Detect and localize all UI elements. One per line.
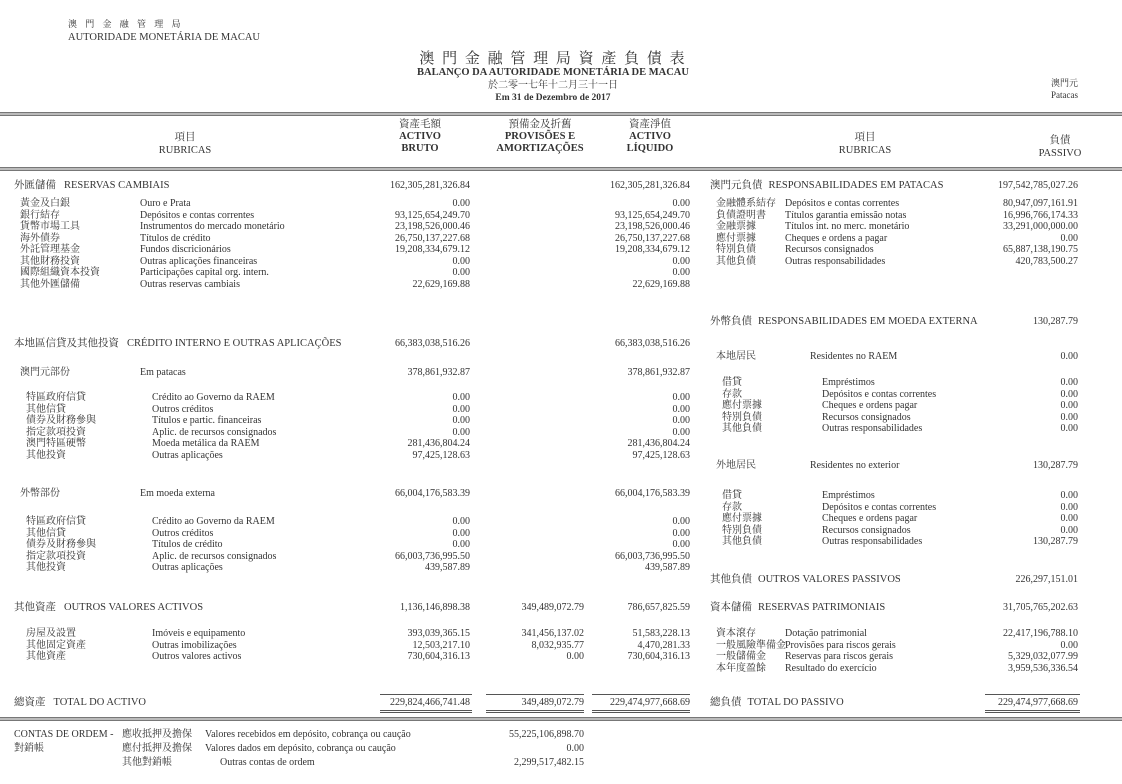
activo-item-provisoes: 0.00	[566, 651, 584, 662]
passivo-item-pt: Empréstimos	[822, 377, 875, 388]
passivo-item-value: 0.00	[1060, 513, 1078, 524]
activo-section-liquido: 786,657,825.59	[627, 602, 690, 613]
activo-item-liquido: 22,629,169.88	[632, 278, 690, 290]
activo-item-pt: Outras reservas cambiais	[140, 278, 240, 290]
contas-row-value: 55,225,106,898.70	[509, 729, 584, 740]
activo-item-pt: Outros créditos	[152, 527, 214, 539]
activo-item-cn: 債券及財務參與	[26, 539, 96, 550]
activo-item-bruto: 393,039,365.15	[407, 628, 470, 639]
activo-item-liquido: 281,436,804.24	[627, 438, 690, 449]
total-rule-top	[486, 694, 584, 695]
activo-item-liquido: 0.00	[672, 527, 690, 539]
passivo-section-value: 130,287.79	[1033, 316, 1078, 327]
col-passivo-cn: 負債	[1049, 135, 1071, 146]
passivo-section-value: 226,297,151.01	[1015, 574, 1078, 585]
passivo-item-pt: Reservas para riscos gerais	[785, 651, 894, 662]
passivo-section-pt: RESPONSABILIDADES EM PATACAS	[768, 180, 944, 191]
passivo-sub-cn: 外地居民	[716, 460, 756, 471]
passivo-item-value: 33,291,000,000.00	[1003, 221, 1078, 232]
activo-item-cn: 其他固定資產	[26, 639, 86, 651]
currency-cn: 澳門元	[1050, 78, 1078, 88]
passivo-item-pt: Outras responsabilidades	[822, 536, 923, 547]
activo-item-pt: Crédito ao Governo da RAEM	[152, 516, 275, 527]
activo-item-liquido: 51,583,228.13	[632, 628, 690, 639]
activo-section-pt: OUTROS VALORES ACTIVOS	[64, 602, 204, 613]
passivo-item-pt: Recursos consignados	[785, 244, 874, 255]
activo-item-liquido: 26,750,137,227.68	[615, 232, 690, 244]
activo-item-pt: Fundos discricionários	[140, 244, 231, 255]
activo-sub-cn: 澳門元部份	[20, 367, 70, 378]
contas-row-pt: Outras contas de ordem	[220, 757, 315, 768]
total-rule-bottom2	[486, 712, 584, 713]
activo-item-pt: Participações capital org. intern.	[140, 267, 269, 278]
passivo-item-value: 0.00	[1060, 411, 1078, 423]
passivo-item-cn: 一般風險準備金	[716, 639, 786, 651]
passivo-item-pt: Cheques e ordens pagar	[822, 400, 918, 411]
total-rule-bottom2	[380, 712, 472, 713]
passivo-section-value: 197,542,785,027.26	[998, 180, 1078, 191]
activo-sub-pt: Em patacas	[140, 367, 186, 378]
activo-item-liquido: 97,425,128.63	[632, 449, 690, 461]
passivo-item-pt: Recursos consignados	[822, 524, 911, 536]
total-rule-bottom	[486, 710, 584, 711]
col-prov-cn: 預備金及折舊	[508, 119, 572, 130]
passivo-item-value: 420,783,500.27	[1015, 255, 1078, 267]
passivo-sub-value: 130,287.79	[1033, 460, 1078, 471]
passivo-item-pt: Depósitos e contas correntes	[785, 198, 900, 209]
activo-section-provisoes: 349,489,072.79	[521, 602, 584, 613]
activo-item-liquido: 0.00	[672, 426, 690, 438]
passivo-sub-pt: Residentes no RAEM	[810, 351, 898, 362]
activo-item-provisoes: 341,456,137.02	[521, 628, 584, 639]
activo-item-bruto: 439,587.89	[425, 562, 470, 573]
passivo-item-cn: 負債證明書	[716, 209, 766, 221]
total-rule-bottom2	[985, 712, 1080, 713]
date-pt: Em 31 de Dezembro de 2017	[495, 93, 611, 103]
col-bruto-cn: 資產毛額	[399, 119, 441, 130]
activo-section-liquido: 66,383,038,516.26	[615, 338, 690, 349]
passivo-item-pt: Títulos garantia emissão notas	[785, 209, 907, 221]
activo-item-cn: 其他財務投資	[20, 255, 80, 267]
passivo-item-cn: 應付票據	[722, 400, 762, 411]
activo-item-liquido: 730,604,316.13	[627, 651, 690, 662]
passivo-item-cn: 特別負債	[722, 411, 762, 423]
passivo-item-pt: Depósitos e contas correntes	[822, 388, 937, 400]
activo-item-bruto: 730,604,316.13	[407, 651, 470, 662]
passivo-item-pt: Depósitos e contas correntes	[822, 501, 937, 513]
activo-item-pt: Crédito ao Governo da RAEM	[152, 392, 275, 403]
activo-sub-pt: Em moeda externa	[140, 488, 215, 499]
activo-section-pt: RESERVAS CAMBIAIS	[64, 180, 170, 191]
passivo-item-value: 80,947,097,161.91	[1003, 198, 1078, 209]
activo-item-bruto: 0.00	[452, 403, 470, 415]
passivo-item-pt: Resultado do exercício	[785, 662, 877, 674]
passivo-item-pt: Outras responsabilidades	[785, 255, 886, 267]
activo-item-liquido: 0.00	[672, 415, 690, 426]
activo-item-liquido: 93,125,654,249.70	[615, 209, 690, 221]
passivo-section-pt: OUTROS VALORES PASSIVOS	[758, 574, 901, 585]
activo-item-bruto: 22,629,169.88	[412, 278, 470, 290]
activo-item-cn: 指定款項投資	[26, 550, 86, 562]
activo-item-bruto: 23,198,526,000.46	[395, 221, 470, 232]
activo-item-pt: Aplic. de recursos consignados	[152, 550, 277, 562]
activo-section-liquido: 162,305,281,326.84	[610, 180, 690, 191]
activo-section-bruto: 66,383,038,516.26	[395, 338, 470, 349]
col-liq-pt2: LÍQUIDO	[626, 143, 674, 154]
activo-item-bruto: 0.00	[452, 392, 470, 403]
activo-item-bruto: 0.00	[452, 198, 470, 209]
col-r-rubricas-cn: 項目	[854, 132, 876, 143]
contas-row-cn: 應收抵押及擔保	[122, 729, 192, 740]
passivo-section-cn: 外幣負債	[710, 316, 752, 327]
activo-item-provisoes: 8,032,935.77	[531, 639, 584, 651]
passivo-item-value: 0.00	[1060, 400, 1078, 411]
passivo-item-value: 3,959,536,336.54	[1008, 662, 1078, 674]
activo-item-cn: 海外債券	[20, 232, 60, 244]
activo-item-cn: 其他投資	[26, 449, 66, 461]
title-cn: 澳 門 金 融 管 理 局 資 產 負 債 表	[419, 51, 687, 67]
passivo-item-pt: Cheques e ordens a pagar	[785, 232, 888, 244]
activo-item-liquido: 0.00	[672, 267, 690, 278]
passivo-item-pt: Recursos consignados	[822, 411, 911, 423]
passivo-item-cn: 其他負債	[716, 255, 756, 267]
activo-item-cn: 房屋及設置	[26, 628, 76, 639]
passivo-sub-pt: Residentes no exterior	[810, 460, 900, 471]
passivo-section-value: 31,705,765,202.63	[1003, 602, 1078, 613]
activo-section-bruto: 162,305,281,326.84	[390, 180, 470, 191]
total-rule-bottom2	[592, 712, 690, 713]
passivo-item-cn: 金融票據	[716, 221, 756, 232]
activo-item-liquido: 4,470,281.33	[637, 639, 690, 651]
activo-item-cn: 特區政府信貸	[26, 392, 86, 403]
activo-item-cn: 銀行結存	[20, 209, 60, 221]
activo-total-bruto: 229,824,466,741.48	[390, 697, 470, 708]
activo-item-pt: Títulos e partic. financeiras	[152, 415, 262, 426]
passivo-item-pt: Títulos int. no merc. monetário	[785, 221, 910, 232]
currency-pt: Patacas	[1051, 90, 1078, 100]
contas-row-pt: Valores dados em depósito, cobrança ou caução	[205, 743, 396, 754]
activo-item-liquido: 0.00	[672, 255, 690, 267]
activo-item-cn: 指定款項投資	[26, 426, 86, 438]
activo-item-bruto: 281,436,804.24	[407, 438, 470, 449]
activo-item-liquido: 0.00	[672, 392, 690, 403]
activo-item-cn: 其他資產	[26, 651, 66, 662]
activo-item-pt: Outras aplicações financeiras	[140, 255, 258, 267]
activo-item-bruto: 97,425,128.63	[412, 449, 470, 461]
activo-item-pt: Outros créditos	[152, 403, 214, 415]
header-top-rule	[0, 112, 1122, 116]
contas-label-cn: 對銷帳	[14, 743, 44, 754]
passivo-section-pt: RESERVAS PATRIMONIAIS	[758, 602, 886, 613]
passivo-item-pt: Empréstimos	[822, 490, 875, 501]
passivo-item-value: 0.00	[1060, 490, 1078, 501]
activo-item-pt: Outras aplicações	[152, 562, 223, 573]
activo-item-pt: Aplic. de recursos consignados	[152, 426, 277, 438]
passivo-total-value: 229,474,977,668.69	[998, 697, 1078, 708]
col-rubricas-pt: RUBRICAS	[158, 145, 212, 156]
passivo-section-pt: RESPONSABILIDADES EM MOEDA EXTERNA	[758, 316, 978, 327]
passivo-item-value: 0.00	[1060, 501, 1078, 513]
activo-item-liquido: 0.00	[672, 539, 690, 550]
activo-item-liquido: 0.00	[672, 198, 690, 209]
activo-sub-cn: 外幣部份	[20, 488, 60, 499]
activo-item-pt: Imóveis e equipamento	[152, 628, 246, 639]
passivo-item-cn: 特別負債	[722, 524, 762, 536]
activo-sub-liquido: 378,861,932.87	[627, 367, 690, 378]
col-prov-pt2: AMORTIZAÇÕES	[496, 143, 584, 154]
contas-label-pt: CONTAS DE ORDEM -	[14, 729, 114, 740]
passivo-item-cn: 本年度盈餘	[716, 662, 766, 674]
activo-total-liquido: 229,474,977,668.69	[610, 697, 690, 708]
activo-item-pt: Moeda metálica da RAEM	[152, 438, 260, 449]
col-prov-pt1: PROVISÕES E	[504, 131, 576, 142]
contas-row-cn: 其他對銷帳	[122, 757, 172, 768]
activo-item-liquido: 0.00	[672, 403, 690, 415]
passivo-item-value: 22,417,196,788.10	[1003, 628, 1078, 639]
activo-item-cn: 外託管理基金	[20, 244, 80, 255]
activo-item-cn: 特區政府信貸	[26, 516, 86, 527]
contas-row-pt: Valores recebidos em depósito, cobrança ou caução	[205, 729, 411, 740]
passivo-item-value: 16,996,766,174.33	[1003, 209, 1078, 221]
passivo-total-pt: TOTAL DO PASSIVO	[747, 697, 844, 708]
activo-item-liquido: 23,198,526,000.46	[615, 221, 690, 232]
activo-item-pt: Instrumentos do mercado monetário	[140, 221, 285, 232]
passivo-item-cn: 應付票據	[716, 232, 756, 244]
passivo-item-value: 0.00	[1060, 423, 1078, 434]
footer-rule	[0, 717, 1122, 721]
activo-item-bruto: 0.00	[452, 426, 470, 438]
passivo-item-value: 0.00	[1060, 232, 1078, 244]
total-rule-bottom	[380, 710, 472, 711]
activo-item-bruto: 0.00	[452, 267, 470, 278]
passivo-item-value: 65,887,138,190.75	[1003, 244, 1078, 255]
passivo-sub-cn: 本地居民	[716, 351, 756, 362]
activo-item-pt: Ouro e Prata	[140, 198, 191, 209]
activo-item-pt: Outros valores activos	[152, 651, 242, 662]
total-rule-bottom	[985, 710, 1080, 711]
contas-row-cn: 應付抵押及擔保	[122, 743, 192, 754]
activo-item-bruto: 0.00	[452, 539, 470, 550]
total-rule-bottom	[592, 710, 690, 711]
activo-total-provisoes: 349,489,072.79	[521, 697, 584, 708]
contas-row-value: 2,299,517,482.15	[514, 757, 584, 768]
activo-sub-bruto: 66,004,176,583.39	[395, 488, 470, 499]
activo-item-pt: Títulos de crédito	[140, 232, 211, 244]
total-rule-top	[592, 694, 690, 695]
activo-item-cn: 澳門特區硬幣	[26, 438, 86, 449]
activo-item-bruto: 0.00	[452, 255, 470, 267]
passivo-item-cn: 金融體系結存	[716, 198, 776, 209]
activo-section-pt: CRÉDITO INTERNO E OUTRAS APLICAÇÕES	[127, 338, 342, 349]
activo-item-cn: 國際組織資本投資	[20, 267, 100, 278]
passivo-item-cn: 存款	[722, 501, 742, 513]
activo-item-bruto: 0.00	[452, 527, 470, 539]
passivo-item-cn: 借貸	[722, 377, 742, 388]
passivo-item-pt: Provisões para riscos gerais	[785, 639, 896, 651]
passivo-section-cn: 其他負債	[710, 574, 752, 585]
title-pt: BALANÇO DA AUTORIDADE MONETÁRIA DE MACAU	[417, 67, 689, 78]
date-cn: 於二零一七年十二月三十一日	[488, 80, 618, 91]
activo-item-cn: 黃金及白銀	[20, 198, 70, 209]
passivo-item-pt: Outras responsabilidades	[822, 423, 923, 434]
col-passivo-pt: PASSIVO	[1038, 148, 1082, 159]
passivo-item-cn: 一般儲備金	[716, 651, 766, 662]
passivo-item-value: 0.00	[1060, 639, 1078, 651]
activo-item-cn: 其他信貸	[26, 527, 66, 539]
passivo-item-cn: 其他負債	[722, 536, 762, 547]
col-r-rubricas-pt: RUBRICAS	[838, 145, 892, 156]
col-bruto-pt1: ACTIVO	[399, 131, 441, 142]
passivo-sub-value: 0.00	[1060, 351, 1078, 362]
passivo-item-cn: 借貸	[722, 490, 742, 501]
activo-item-liquido: 0.00	[672, 516, 690, 527]
passivo-item-cn: 資本滾存	[716, 628, 756, 639]
activo-item-bruto: 12,503,217.10	[412, 639, 470, 651]
activo-item-bruto: 93,125,654,249.70	[395, 209, 470, 221]
col-liq-pt1: ACTIVO	[629, 131, 671, 142]
contas-row-value: 0.00	[566, 743, 584, 754]
activo-section-cn: 外匯儲備	[14, 180, 56, 191]
activo-item-cn: 貨幣市場工具	[20, 221, 80, 232]
passivo-item-value: 0.00	[1060, 524, 1078, 536]
activo-item-cn: 債券及財務參與	[26, 415, 96, 426]
activo-item-bruto: 66,003,736,995.50	[395, 550, 470, 562]
passivo-item-cn: 特別負債	[716, 244, 756, 255]
activo-item-liquido: 19,208,334,679.12	[615, 244, 690, 255]
activo-item-pt: Outras aplicações	[152, 449, 223, 461]
org-name-cn: 澳 門 金 融 管 理 局	[68, 19, 184, 29]
activo-section-cn: 其他資產	[14, 602, 56, 613]
passivo-item-cn: 其他負債	[722, 423, 762, 434]
col-liq-cn: 資產淨值	[629, 119, 671, 130]
total-rule-top	[985, 694, 1080, 695]
col-rubricas-cn: 項目	[174, 132, 196, 143]
activo-item-cn: 其他外匯儲備	[20, 278, 80, 290]
activo-item-pt: Títulos de crédito	[152, 539, 223, 550]
activo-sub-bruto: 378,861,932.87	[407, 367, 470, 378]
activo-sub-liquido: 66,004,176,583.39	[615, 488, 690, 499]
activo-item-cn: 其他信貸	[26, 403, 66, 415]
total-rule-top	[380, 694, 472, 695]
header-bottom-rule	[0, 167, 1122, 171]
activo-item-pt: Outras imobilizações	[152, 639, 237, 651]
passivo-section-cn: 澳門元負債	[710, 180, 763, 191]
passivo-item-value: 0.00	[1060, 388, 1078, 400]
activo-item-pt: Depósitos e contas correntes	[140, 209, 255, 221]
passivo-item-cn: 存款	[722, 388, 742, 400]
activo-item-bruto: 0.00	[452, 516, 470, 527]
passivo-item-pt: Dotação patrimonial	[785, 628, 867, 639]
activo-item-liquido: 66,003,736,995.50	[615, 550, 690, 562]
passivo-total-cn: 總負債	[710, 697, 742, 708]
passivo-item-value: 130,287.79	[1033, 536, 1078, 547]
activo-item-bruto: 26,750,137,227.68	[395, 232, 470, 244]
activo-section-bruto: 1,136,146,898.38	[400, 602, 470, 613]
activo-item-bruto: 0.00	[452, 415, 470, 426]
activo-item-bruto: 19,208,334,679.12	[395, 244, 470, 255]
passivo-item-cn: 應付票據	[722, 513, 762, 524]
passivo-item-pt: Cheques e ordens pagar	[822, 513, 918, 524]
passivo-item-value: 5,329,032,077.99	[1008, 651, 1078, 662]
passivo-item-value: 0.00	[1060, 377, 1078, 388]
activo-total-pt: TOTAL DO ACTIVO	[53, 697, 146, 708]
activo-section-cn: 本地區信貸及其他投資	[14, 338, 119, 349]
activo-item-cn: 其他投資	[26, 562, 66, 573]
passivo-section-cn: 資本儲備	[710, 602, 752, 613]
activo-total-cn: 總資產	[14, 697, 46, 708]
org-name-pt: AUTORIDADE MONETÁRIA DE MACAU	[68, 32, 261, 43]
activo-item-liquido: 439,587.89	[645, 562, 690, 573]
col-bruto-pt2: BRUTO	[401, 143, 439, 154]
